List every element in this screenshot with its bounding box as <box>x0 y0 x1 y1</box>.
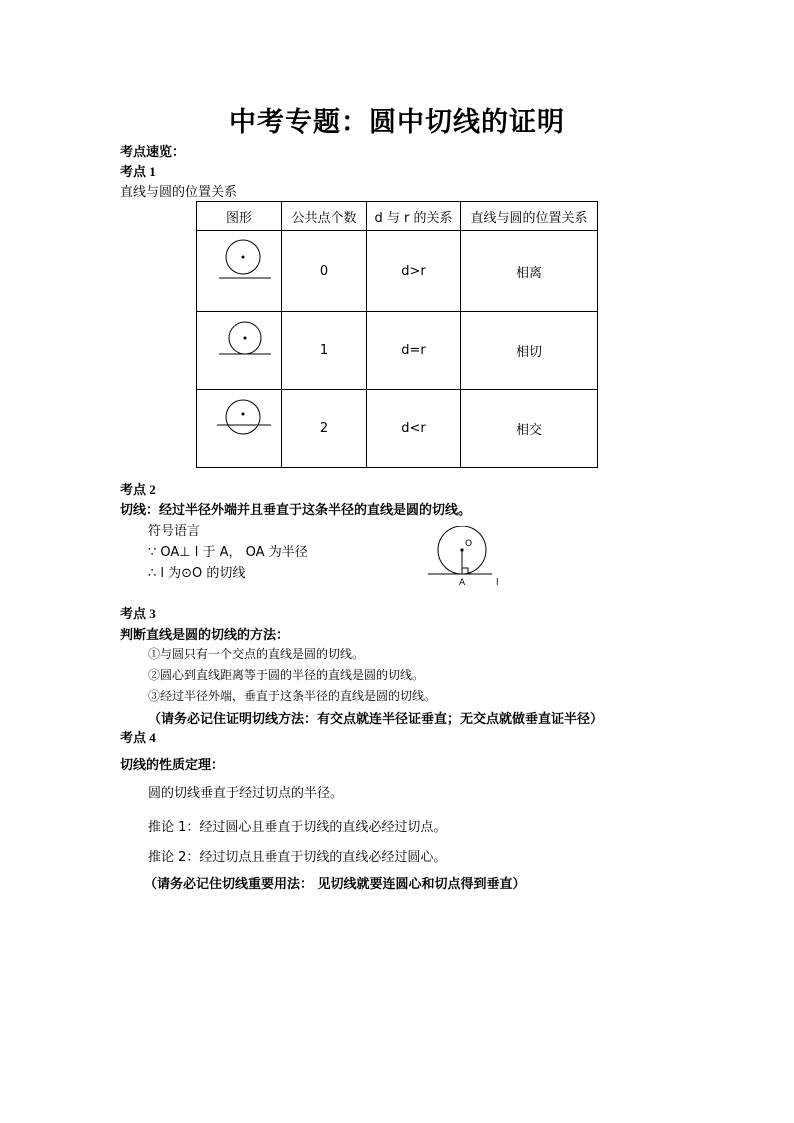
k1-subtitle: 直线与圆的位置关系 <box>120 185 238 200</box>
label-o: O <box>465 539 473 549</box>
k3-heading: 考点 3 <box>120 606 156 621</box>
table-cell: 相离 <box>461 231 598 312</box>
k4-title: 切线的性质定理： <box>120 758 225 773</box>
k1-heading: 考点 1 <box>120 164 156 179</box>
table-cell: 0 <box>282 231 367 312</box>
method-item: ①与圆只有一个交点的直线是圆的切线。 <box>148 647 365 661</box>
k3-note: （请务必记住证明切线方法：有交点就连半径证垂直；无交点就做垂直证半径） <box>148 712 604 727</box>
table-cell: d<r <box>367 390 461 468</box>
label-l: l <box>496 578 499 588</box>
therefore-statement: ∴ l 为⊙O 的切线 <box>148 566 246 581</box>
method-item: ②圆心到直线距离等于圆的半径的直线是圆的切线。 <box>148 668 425 682</box>
method-item: ③经过半径外端，垂直于这条半径的直线是圆的切线。 <box>148 689 437 703</box>
table-cell: 2 <box>282 390 367 468</box>
separate-diagram <box>197 231 281 307</box>
table-cell: d>r <box>367 231 461 312</box>
figure-tangent <box>197 312 282 390</box>
inference-1: 推论 1：经过圆心且垂直于切线的直线必经过切点。 <box>148 820 447 835</box>
page-title: 中考专题：圆中切线的证明 <box>229 107 565 138</box>
tangent-diagram <box>197 312 281 385</box>
property-theorem: 圆的切线垂直于经过切点的半径。 <box>148 786 344 801</box>
relation-table <box>196 201 598 468</box>
table-cell: 相交 <box>461 390 598 468</box>
table-row <box>197 390 598 468</box>
figure-intersect <box>197 390 282 468</box>
table-row <box>197 312 598 390</box>
table-row <box>197 231 598 312</box>
overview-heading: 考点速览： <box>120 144 186 159</box>
symbol-language-title: 符号语言 <box>148 524 201 539</box>
table-cell: 1 <box>282 312 367 390</box>
inference-2: 推论 2：经过切点且垂直于切线的直线必经过圆心。 <box>148 850 447 865</box>
k4-note: （请务必记住切线重要用法： 见切线就要连圆心和切点得到垂直） <box>144 877 526 892</box>
k4-heading: 考点 4 <box>120 730 156 745</box>
k3-title: 判断直线是圆的切线的方法： <box>120 628 290 643</box>
tangent-figure <box>428 526 508 592</box>
k2-heading: 考点 2 <box>120 482 156 497</box>
intersect-diagram <box>197 390 281 463</box>
table-cell: 相切 <box>461 312 598 390</box>
table-header: d 与 r 的关系 <box>367 202 461 231</box>
table-header: 直线与圆的位置关系 <box>461 202 598 231</box>
label-a: A <box>459 578 466 588</box>
tangent-definition: 切线：经过半径外端并且垂直于这条半径的直线是圆的切线。 <box>120 503 472 518</box>
figure-separate <box>197 231 282 312</box>
table-header: 图形 <box>197 202 282 231</box>
table-header: 公共点个数 <box>282 202 367 231</box>
table-cell: d=r <box>367 312 461 390</box>
because-statement: ∵ OA⊥ l 于 A， OA 为半径 <box>148 545 308 560</box>
